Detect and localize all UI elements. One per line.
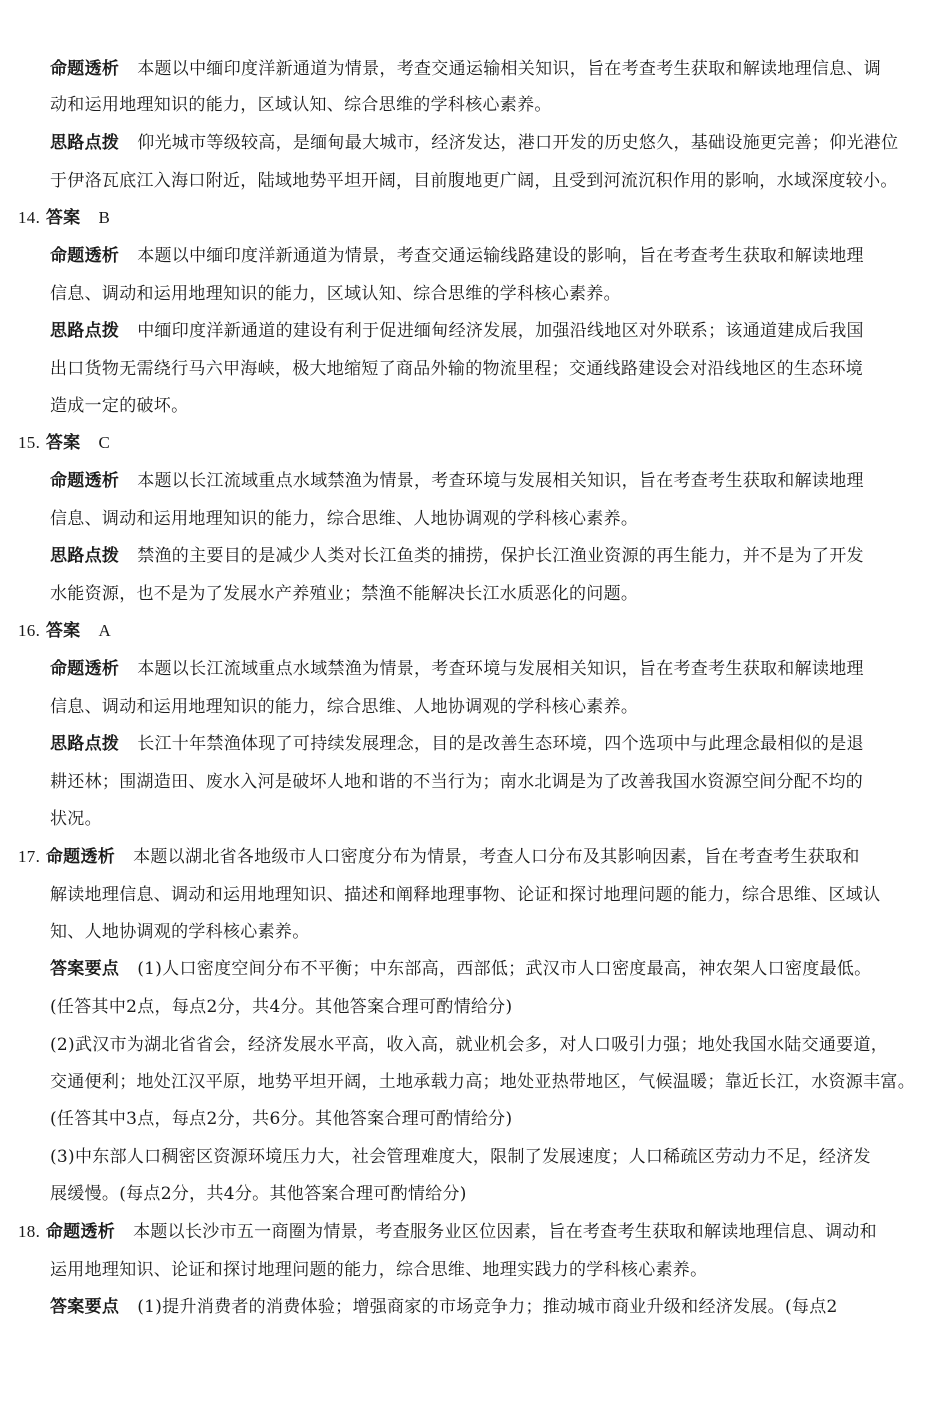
analysis-label: 命题透析 xyxy=(45,1222,116,1242)
answer-label: 答案 xyxy=(45,208,81,228)
analysis-label: 命题透析 xyxy=(50,246,120,266)
q17-key-line-2: (任答其中2点，每点2分，共4分。其他答案合理可酌情给分) xyxy=(50,997,513,1017)
q14-analysis-line-2: 信息、调动和运用地理知识的能力，区域认知、综合思维的学科核心素养。 xyxy=(50,284,621,304)
q16-hint-line-3: 状况。 xyxy=(50,809,102,829)
q17-analysis-line-2: 解读地理信息、调动和运用地理知识、描述和阐释地理事物、论证和探讨地理问题的能力，综合思维、区域认 xyxy=(50,885,881,905)
q14-answer-line xyxy=(18,207,110,229)
hint-label: 思路点拨 xyxy=(50,734,120,754)
question-number: 17. xyxy=(18,847,41,866)
answer-value: A xyxy=(98,621,112,640)
q15-analysis-line-2: 信息、调动和运用地理知识的能力，综合思维、人地协调观的学科核心素养。 xyxy=(50,509,639,529)
q17-key-line-1: 答案要点 (1)人口密度空间分布不平衡；中东部高，西部低；武汉市人口密度最高，神农架人口密度最低。 xyxy=(50,959,872,979)
q16-analysis-line-1: 命题透析 本题以长江流域重点水域禁渔为情景，考查环境与发展相关知识，旨在考查考生获取和解读地理 xyxy=(50,659,864,679)
q15-hint-line-2: 水能资源，也不是为了发展水产养殖业；禁渔不能解决长江水质恶化的问题。 xyxy=(50,584,639,604)
question-number: 15. xyxy=(18,433,41,452)
q14-hint-line-1: 思路点拨 中缅印度洋新通道的建设有利于促进缅甸经济发展，加强沿线地区对外联系；该通道建成后我国 xyxy=(50,321,864,341)
q16-hint-line-2: 耕还林；围湖造田、废水入河是破坏人地和谐的不当行为；南水北调是为了改善我国水资源空间分配不均的 xyxy=(50,772,864,792)
q13-hint-line-1: 思路点拨 仰光城市等级较高，是缅甸最大城市，经济发达，港口开发的历史悠久，基础设施更完善；仰光港位 xyxy=(50,133,899,153)
q16-hint-line-1: 思路点拨 长江十年禁渔体现了可持续发展理念，目的是改善生态环境，四个选项中与此理念最相似的是退 xyxy=(50,734,864,754)
key-points-label: 答案要点 xyxy=(50,1297,120,1317)
q14-hint-line-2: 出口货物无需绕行马六甲海峡，极大地缩短了商品外输的物流里程；交通线路建设会对沿线地区的生态环境 xyxy=(50,359,864,379)
q17-analysis-line-1: 17. 命题透析 本题以湖北省各地级市人口密度分布为情景，考查人口分布及其影响因素，旨在考查考生获取和 xyxy=(18,847,860,867)
q13-hint-line-2: 于伊洛瓦底江入海口附近，陆域地势平坦开阔，目前腹地更广阔，且受到河流沉积作用的影响，水域深度较小。 xyxy=(50,171,898,191)
q14-hint-line-3: 造成一定的破坏。 xyxy=(50,396,189,416)
analysis-label: 命题透析 xyxy=(50,471,120,491)
question-number: 16. xyxy=(18,621,41,640)
q17-key-line-7: 展缓慢。(每点2分，共4分。其他答案合理可酌情给分) xyxy=(50,1184,467,1204)
answer-label: 答案 xyxy=(45,621,81,641)
question-number: 14. xyxy=(18,208,41,227)
q14-analysis-line-1: 命题透析 本题以中缅印度洋新通道为情景，考查交通运输线路建设的影响，旨在考查考生获取和解读地理 xyxy=(50,246,864,266)
hint-label: 思路点拨 xyxy=(50,133,120,153)
q17-analysis-line-3: 知、人地协调观的学科核心素养。 xyxy=(50,922,310,942)
q17-key-line-4: 交通便利；地处江汉平原，地势平坦开阔，土地承载力高；地处亚热带地区，气候温暖；靠近长江，水资源丰富。 xyxy=(50,1072,915,1092)
q15-analysis-line-1: 命题透析 本题以长江流域重点水域禁渔为情景，考查环境与发展相关知识，旨在考查考生获取和解读地理 xyxy=(50,471,864,491)
q15-hint-line-1: 思路点拨 禁渔的主要目的是减少人类对长江鱼类的捕捞，保护长江渔业资源的再生能力，并不是为了开发 xyxy=(50,546,864,566)
hint-label: 思路点拨 xyxy=(50,321,120,341)
q16-analysis-line-2: 信息、调动和运用地理知识的能力，综合思维、人地协调观的学科核心素养。 xyxy=(50,697,639,717)
q17-key-line-5: (任答其中3点，每点2分，共6分。其他答案合理可酌情给分) xyxy=(50,1109,513,1129)
answer-value: C xyxy=(98,433,111,452)
question-number: 18. xyxy=(18,1222,41,1241)
q17-key-line-6: (3)中东部人口稠密区资源环境压力大，社会管理难度大，限制了发展速度；人口稀疏区劳动力不足，经济发 xyxy=(50,1147,871,1167)
q17-key-line-3: (2)武汉市为湖北省省会，经济发展水平高，收入高，就业机会多，对人口吸引力强；地处我国水陆交通要道， xyxy=(50,1035,889,1055)
key-points-label: 答案要点 xyxy=(50,959,120,979)
answer-value: B xyxy=(98,208,111,227)
hint-label: 思路点拨 xyxy=(50,546,120,566)
q15-answer-line xyxy=(18,432,110,454)
q16-answer-line xyxy=(18,620,111,642)
analysis-label: 命题透析 xyxy=(50,59,120,79)
q18-analysis-line-1: 18. 命题透析 本题以长沙市五一商圈为情景，考查服务业区位因素，旨在考查考生获取和解读地理信息、调动和 xyxy=(18,1222,877,1242)
q18-key-line-1: 答案要点 (1)提升消费者的消费体验；增强商家的市场竞争力；推动城市商业升级和经济发展。(每点2 xyxy=(50,1297,838,1317)
answer-label: 答案 xyxy=(45,433,81,453)
q18-analysis-line-2: 运用地理知识、论证和探讨地理问题的能力，综合思维、地理实践力的学科核心素养。 xyxy=(50,1260,708,1280)
q13-analysis-line-1: 命题透析 本题以中缅印度洋新通道为情景，考查交通运输相关知识，旨在考查考生获取和解读地理信息、调 xyxy=(50,59,882,79)
analysis-label: 命题透析 xyxy=(50,659,120,679)
q13-analysis-line-2: 动和运用地理知识的能力，区域认知、综合思维的学科核心素养。 xyxy=(50,95,552,115)
analysis-label: 命题透析 xyxy=(45,847,116,867)
